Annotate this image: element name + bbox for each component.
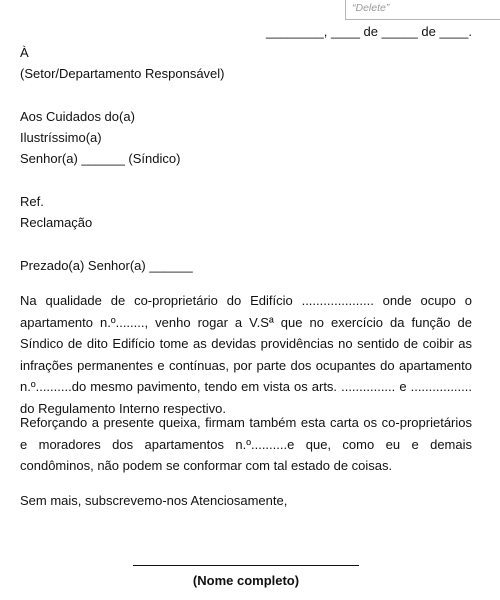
- attention-line-1: Aos Cuidados do(a): [20, 109, 135, 124]
- salutation: [20, 255, 472, 276]
- attention-line-3: Senhor(a) ______ (Síndico): [20, 151, 181, 166]
- closing-line: Sem mais, subscrevemo-nos Atenciosamente,: [20, 493, 288, 508]
- reference-block: [20, 191, 472, 233]
- reference-subject: Reclamação: [20, 215, 93, 230]
- signature-line: [133, 565, 359, 566]
- salutation-text: Prezado(a) Senhor(a) ______: [20, 258, 193, 273]
- signature-name: (Nome completo): [192, 573, 300, 588]
- date-line: ________, ____ de _____ de ____.: [265, 24, 472, 39]
- body-paragraph-1: Na qualidade de co-proprietário do Edifício .................... onde ocupo o apartamento n.º........, venho rogar a V.Sª que no exercício da função de Síndico de dito Edifício tome as devidas providências no sentido de coibir as infrações permanentes e contínuas, por parte dos ocupantes do apartamento n.º..........do mesmo pavimento, tendo em vista os arts. ............... e ................. do Regulamento Interno respectivo.: [20, 293, 472, 416]
- instruction-tooltip: [345, 0, 500, 20]
- reference-label: Ref.: [20, 194, 44, 209]
- body-paragraph-2: Reforçando a presente queixa, firmam também esta carta os co-proprietários e moradores dos apartamentos n.º..........e que, como eu e demais condôminos, não podem se conformar com tal estado de coisas.: [20, 415, 472, 473]
- recipient-department: (Setor/Departamento Responsável): [20, 66, 225, 81]
- recipient-block: [20, 42, 472, 84]
- recipient-to: À: [20, 45, 29, 60]
- tooltip-line-2: “Delete”: [352, 2, 390, 14]
- attention-block: [20, 106, 472, 169]
- attention-line-2: Ilustríssimo(a): [20, 130, 102, 145]
